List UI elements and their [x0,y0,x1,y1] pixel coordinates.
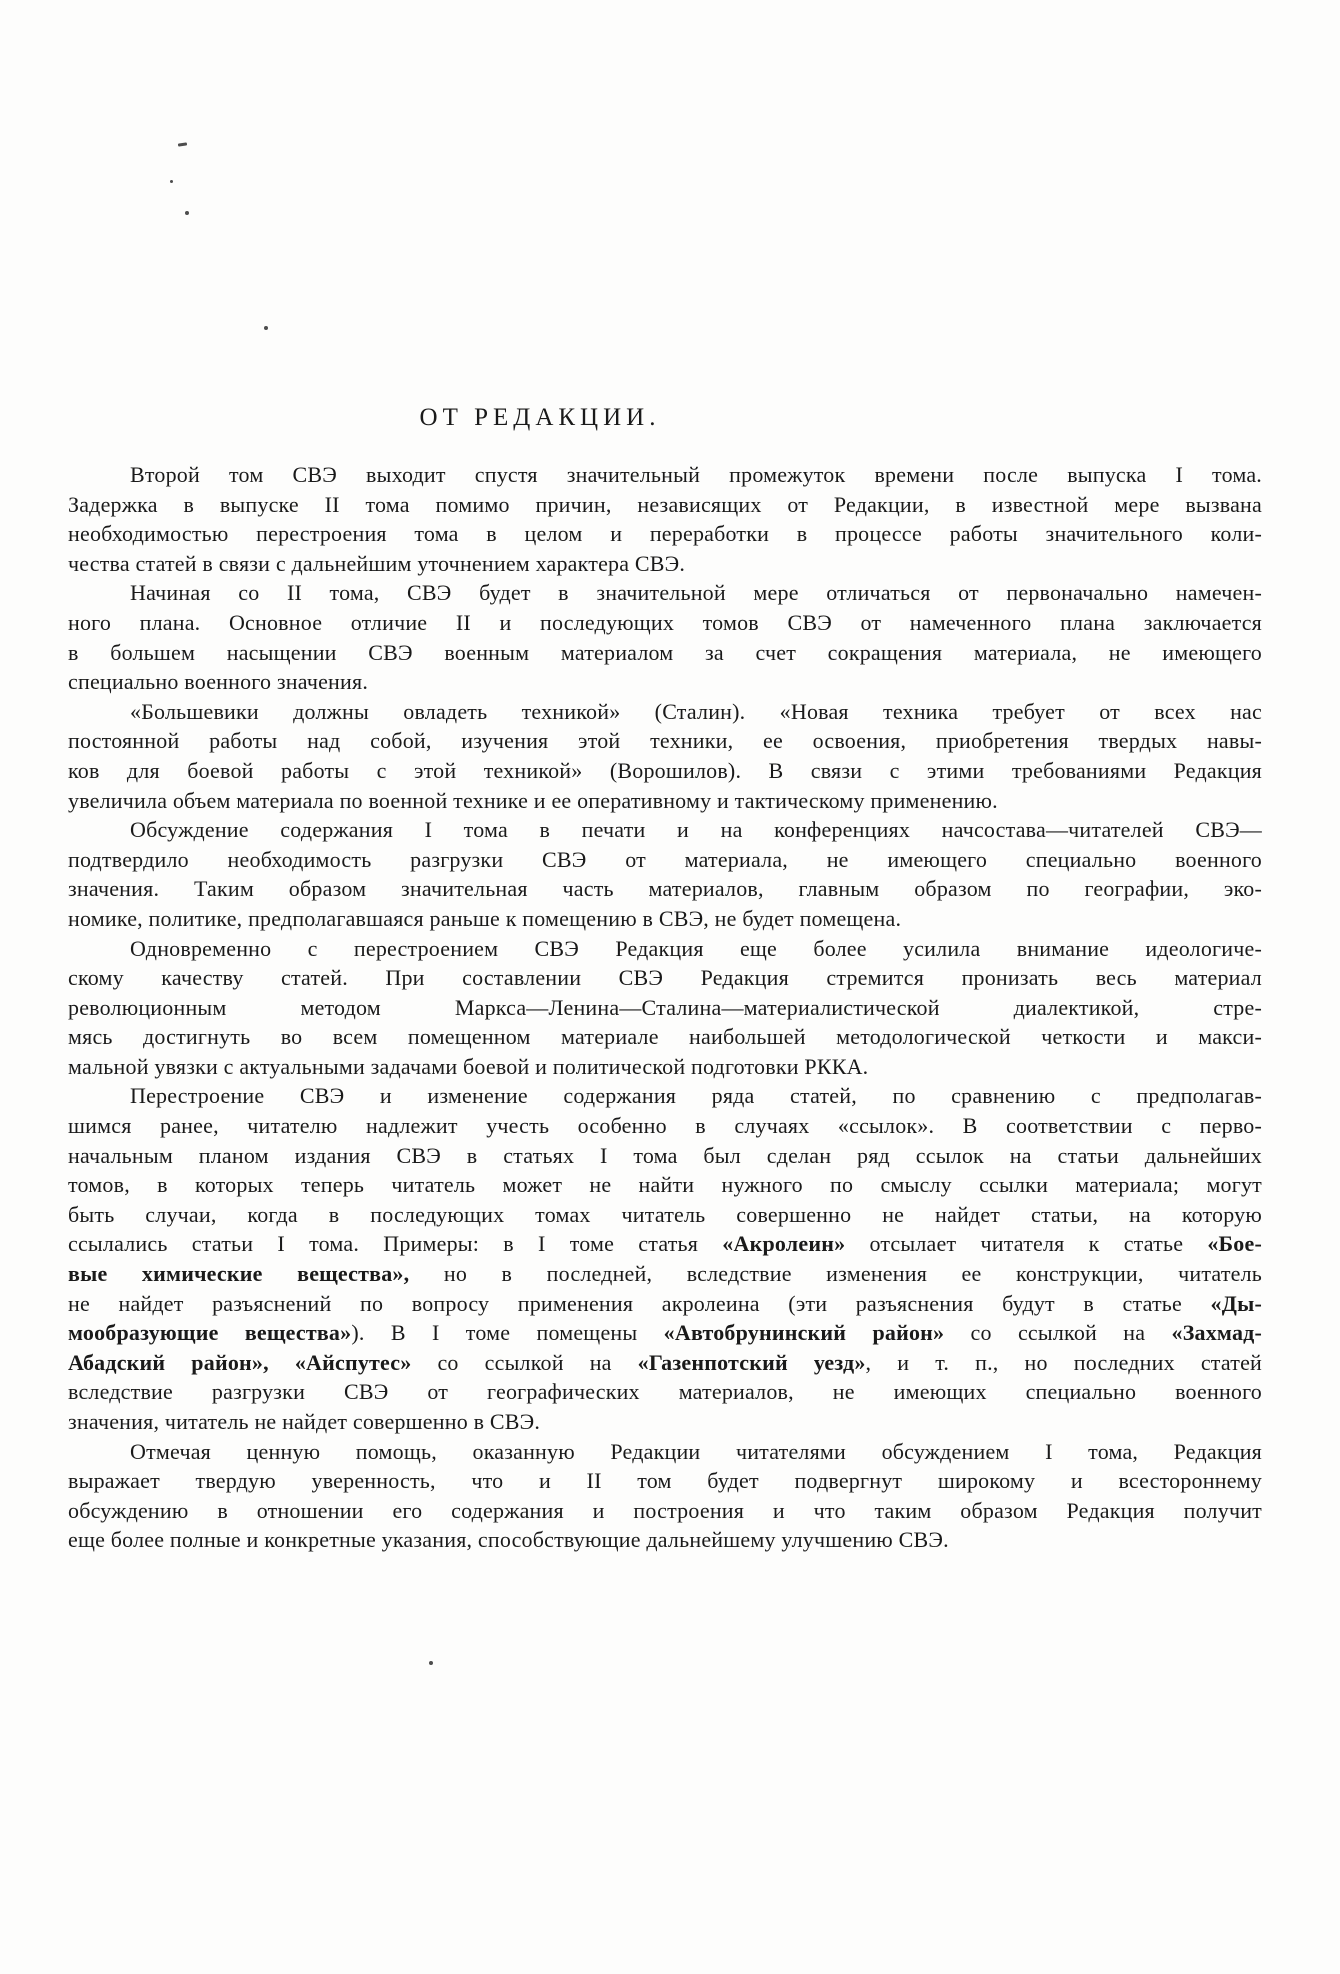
text-segment: Перестроение СВЭ и изменение содержания ряда статей, по сравнению с предполагав- [130,1083,1262,1109]
text-line [68,993,1262,1023]
document-body [68,460,1262,1555]
text-segment: ). В I томе помещены [351,1320,664,1346]
text-line [68,756,1262,786]
text-segment: Начиная со II тома, СВЭ будет в значительной мере отличаться от первоначально намечен- [130,580,1262,606]
text-line [68,1170,1262,1200]
text-segment: мясь достигнуть во всем помещенном материале наибольшей методологической четкости и макси- [68,1024,1262,1050]
text-segment: «Автобрунинский район» [663,1320,945,1346]
text-line [68,667,1262,697]
text-segment: томов, в которых теперь читатель может не найти нужного по смыслу ссылки материала; могут [68,1172,1262,1198]
text-line [68,1318,1262,1348]
text-segment: Второй том СВЭ выходит спустя значительный промежуток времени после выпуска I тома. [130,462,1262,487]
text-segment: специально военного значения. [68,669,369,695]
text-line [68,1348,1262,1378]
text-line [68,460,1262,490]
text-line [68,608,1262,638]
text-line [68,1289,1262,1319]
text-segment: отсылает читателя к статье [845,1231,1208,1257]
text-line [68,934,1262,964]
text-line [68,697,1262,727]
text-line [68,904,1262,934]
text-segment: значения, читатель не найдет совершенно в СВЭ. [68,1409,541,1434]
scan-speck [429,1661,433,1665]
text-segment: Отмечая ценную помощь, оказанную Редакции читателями обсуждением I тома, Редакция [130,1438,1262,1464]
text-line [68,1229,1262,1259]
text-segment: мальной увязки с актуальными задачами боевой и политической подготовки РККА. [68,1053,869,1079]
text-line [68,1022,1262,1052]
text-segment: быть случаи, когда в последующих томах читатель совершенно не найдет статьи, на которую [68,1201,1262,1227]
text-segment: Задержка в выпуске II тома помимо причин, независящих от Редакции, в известной мере вызвана [68,491,1262,517]
text-segment: в большем насыщении СВЭ военным материалом за счет сокращения материала, не имеющего [68,639,1262,665]
text-segment: «Газенпотский уезд» [637,1349,866,1375]
scan-speck [178,142,187,146]
text-segment: «Большевики должны овладеть техникой» (Сталин). «Новая техника требует от всех нас [130,698,1262,724]
text-segment: чества статей в связи с дальнейшим уточнением характера СВЭ. [68,550,686,576]
text-segment: скому качеству статей. При составлении СВЭ Редакция стремится пронизать весь материал [68,965,1262,991]
text-segment: не найдет разъяснений по вопросу применения акролеина (эти разъяснения будут в статье [68,1290,1211,1316]
scan-speck [185,211,189,215]
text-line [68,1377,1262,1407]
text-line [68,815,1262,845]
text-segment: «Захмад- [1171,1320,1263,1346]
text-segment: мообразующие вещества» [68,1320,352,1346]
text-segment: начальным планом издания СВЭ в статьях I тома был сделан ряд ссылок на статьи дальнейших [68,1142,1262,1168]
text-segment: Обсуждение содержания I тома в печати и на конференциях начсостава—читателей СВЭ— [130,817,1262,843]
scan-speck [170,180,173,183]
text-line [68,726,1262,756]
text-segment: «Ды- [1210,1290,1262,1316]
text-segment: революционным методом Маркса—Ленина—Сталина—материалистической диалектикой, стре- [68,994,1262,1020]
text-segment: постоянной работы над собой, изучения этой техники, ее освоения, приобретения твердых навы- [68,728,1262,754]
text-segment: но в последней, вследствие изменения ее конструкции, читатель [409,1261,1263,1287]
text-line [68,874,1262,904]
text-segment: обсуждению в отношении его содержания и построения и что таким образом Редакция получит [68,1497,1262,1523]
text-line [68,1052,1262,1082]
text-line [68,1259,1262,1289]
text-line [68,638,1262,668]
text-line [68,786,1262,816]
text-line [68,845,1262,875]
text-segment: шимся ранее, читателю надлежит учесть особенно в случаях «ссылок». В соответствии с перво- [68,1113,1262,1139]
text-segment: необходимостью перестроения тома в целом и переработки в процессе работы значительного коли- [68,521,1262,547]
text-line [68,1496,1262,1526]
page-title: ОТ РЕДАКЦИИ. [419,404,661,431]
text-segment: ков для боевой работы с этой техникой» (Ворошилов). В связи с этими требованиями Редакция [68,757,1262,783]
text-line [68,1437,1262,1467]
text-line [68,1525,1262,1555]
text-segment: «Акролеин» [722,1231,846,1257]
text-line [68,1141,1262,1171]
text-segment: увеличила объем материала по военной технике и ее оперативному и тактическому применению. [68,787,998,813]
text-segment: «Бое- [1207,1231,1262,1257]
text-segment: еще более полные и конкретные указания, способствующие дальнейшему улучшению СВЭ. [68,1527,949,1553]
text-line [68,519,1262,549]
text-segment: Абадский район», «Айспутес» [68,1349,412,1375]
text-segment: со ссылкой на [944,1320,1172,1346]
text-segment: выражает твердую уверенность, что и II том будет подвергнут широкому и всестороннему [68,1468,1262,1494]
text-line [68,1466,1262,1496]
text-line [68,578,1262,608]
text-line [68,1111,1262,1141]
text-segment: ссылались статьи I тома. Примеры: в I томе статья [68,1231,723,1257]
text-segment: значения. Таким образом значительная часть материалов, главным образом по географии, эко- [68,876,1262,902]
scan-speck [264,326,268,330]
text-segment: Одновременно с перестроением СВЭ Редакция еще более усилила внимание идеологиче- [130,935,1262,961]
text-line [68,549,1262,579]
text-line [68,1407,1262,1437]
text-line [68,490,1262,520]
text-segment: ного плана. Основное отличие II и последующих томов СВЭ от намеченного плана заключается [68,609,1262,635]
text-segment: подтвердило необходимость разгрузки СВЭ от материала, не имеющего специально военного [68,846,1262,872]
text-segment: вследствие разгрузки СВЭ от географических материалов, не имеющих специально военного [68,1379,1262,1405]
text-line [68,1200,1262,1230]
text-line [68,963,1262,993]
text-segment: со ссылкой на [411,1349,638,1375]
text-line [68,1081,1262,1111]
text-segment: , и т. п., но последних статей [865,1349,1263,1375]
text-segment: вые химические вещества», [68,1261,410,1287]
text-segment: номике, политике, предполагавшаяся раньше к помещению в СВЭ, не будет помещена. [68,905,902,931]
